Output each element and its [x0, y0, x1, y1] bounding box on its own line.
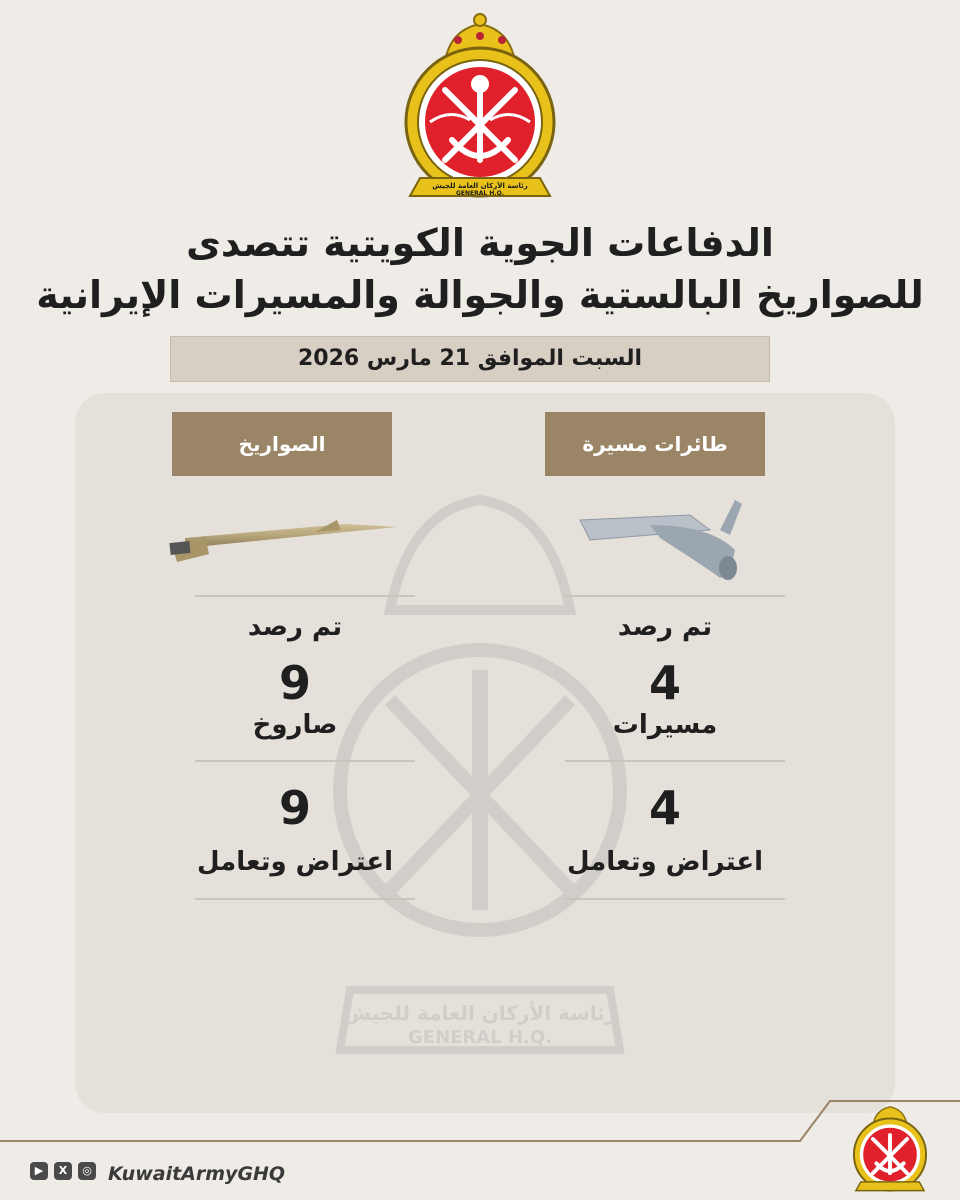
x-icon[interactable]: X	[54, 1162, 72, 1180]
instagram-icon[interactable]: ◎	[78, 1162, 96, 1180]
drones-detected-unit: مسيرات	[612, 710, 718, 740]
missiles-detected-count: 9	[278, 656, 311, 710]
watermark-ribbon-ar: رئاسة الأركان العامة للجيش	[343, 1001, 617, 1025]
missiles-separator-3	[195, 898, 415, 900]
footer-emblem	[845, 1100, 935, 1195]
missiles-intercepted-count: 9	[278, 781, 311, 835]
social-handle[interactable]: KuwaitArmyGHQ	[108, 1163, 286, 1185]
drones-separator-2	[565, 760, 785, 762]
drones-intercepted-count: 4	[648, 781, 681, 835]
youtube-icon[interactable]: ▶	[30, 1162, 48, 1180]
drones-separator-1	[565, 595, 785, 597]
drones-detected-label: تم رصد	[617, 612, 713, 642]
emblem-ribbon-en: GENERAL H.Q.	[456, 190, 504, 197]
drones-intercepted-label: اعتراض وتعامل	[566, 847, 764, 877]
missiles-detected-unit: صاروخ	[252, 710, 338, 740]
watermark-ribbon-en: GENERAL H.Q.	[408, 1027, 552, 1048]
missiles-detected-label: تم رصد	[247, 612, 343, 642]
date-bar: السبت الموافق 21 مارس 2026	[170, 336, 770, 382]
emblem-ribbon-ar: رئاسة الأركان العامة للجيش	[432, 182, 528, 190]
missile-icon	[165, 510, 405, 570]
missiles-separator-1	[195, 595, 415, 597]
title-line-2: للصواريخ البالستية والجوالة والمسيرات الإيرانية	[36, 273, 924, 317]
drone-icon	[570, 490, 750, 590]
title-line-1: الدفاعات الجوية الكويتية تتصدى	[186, 221, 774, 265]
missiles-header: الصواريخ	[172, 412, 392, 476]
drones-separator-3	[565, 898, 785, 900]
general-hq-emblem	[390, 10, 570, 205]
drones-detected-count: 4	[648, 656, 681, 710]
missiles-separator-2	[195, 760, 415, 762]
missiles-intercepted-label: اعتراض وتعامل	[196, 847, 394, 877]
drones-header: طائرات مسيرة	[545, 412, 765, 476]
